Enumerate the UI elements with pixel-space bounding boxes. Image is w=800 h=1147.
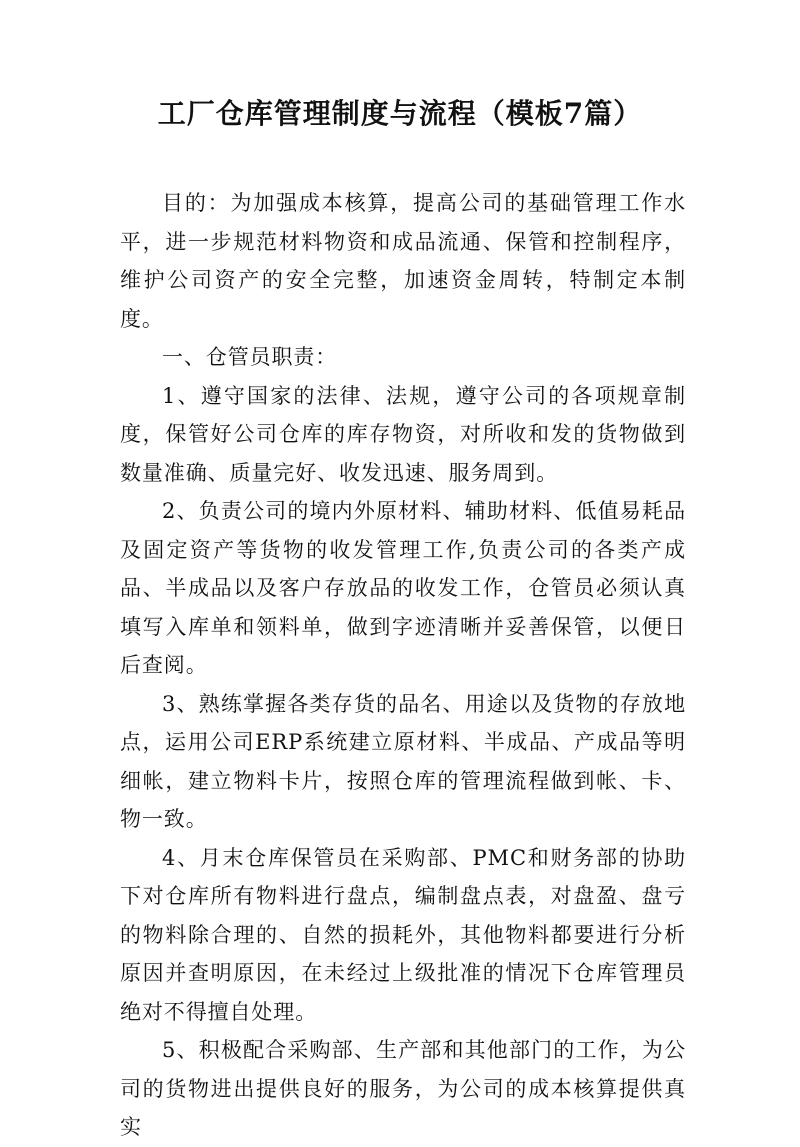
section-heading-duties: 一、仓管员职责： <box>162 345 338 369</box>
paragraph-purpose: 目的：为加强成本核算，提高公司的基础管理工作水平，进一步规范材料物资和成品流通、保管和控制程序，维护公司资产的安全完整，加速资金周转，特制定本制度。 <box>120 191 686 331</box>
paragraph-item-3: 3、熟练掌握各类存货的品名、用途以及货物的存放地点，运用公司ERP系统建立原材料、半成品、产成品等明细帐，建立物料卡片，按照仓库的管理流程做到帐、卡、物一致。 <box>120 691 686 831</box>
paragraph-item-5: 5、积极配合采购部、生产部和其他部门的工作，为公司的货物进出提供良好的服务，为公司的成本核算提供真实 <box>120 1038 686 1139</box>
paragraph-item-4: 4、月末仓库保管员在采购部、PMC和财务部的协助下对仓库所有物料进行盘点，编制盘点表，对盘盈、盘亏的物料除合理的、自然的损耗外，其他物料都要进行分析原因并查明原因，在未经过上级批准的情况下仓库管理员绝对不得擅自处理。 <box>120 845 686 1024</box>
document-body <box>120 184 686 1147</box>
paragraph-item-1: 1、遵守国家的法律、法规，遵守公司的各项规章制度，保管好公司仓库的库存物资，对所收和发的货物做到数量准确、质量完好、收发迅速、服务周到。 <box>120 383 686 485</box>
paragraph-item-2: 2、负责公司的境内外原材料、辅助材料、低值易耗品及固定资产等货物的收发管理工作,负责公司的各类产成品、半成品以及客户存放品的收发工作，仓管员必须认真填写入库单和领料单，做到字迹清晰并妥善保管，以便日后查阅。 <box>120 499 686 677</box>
page-title: 工厂仓库管理制度与流程（模板7篇） <box>157 97 643 130</box>
